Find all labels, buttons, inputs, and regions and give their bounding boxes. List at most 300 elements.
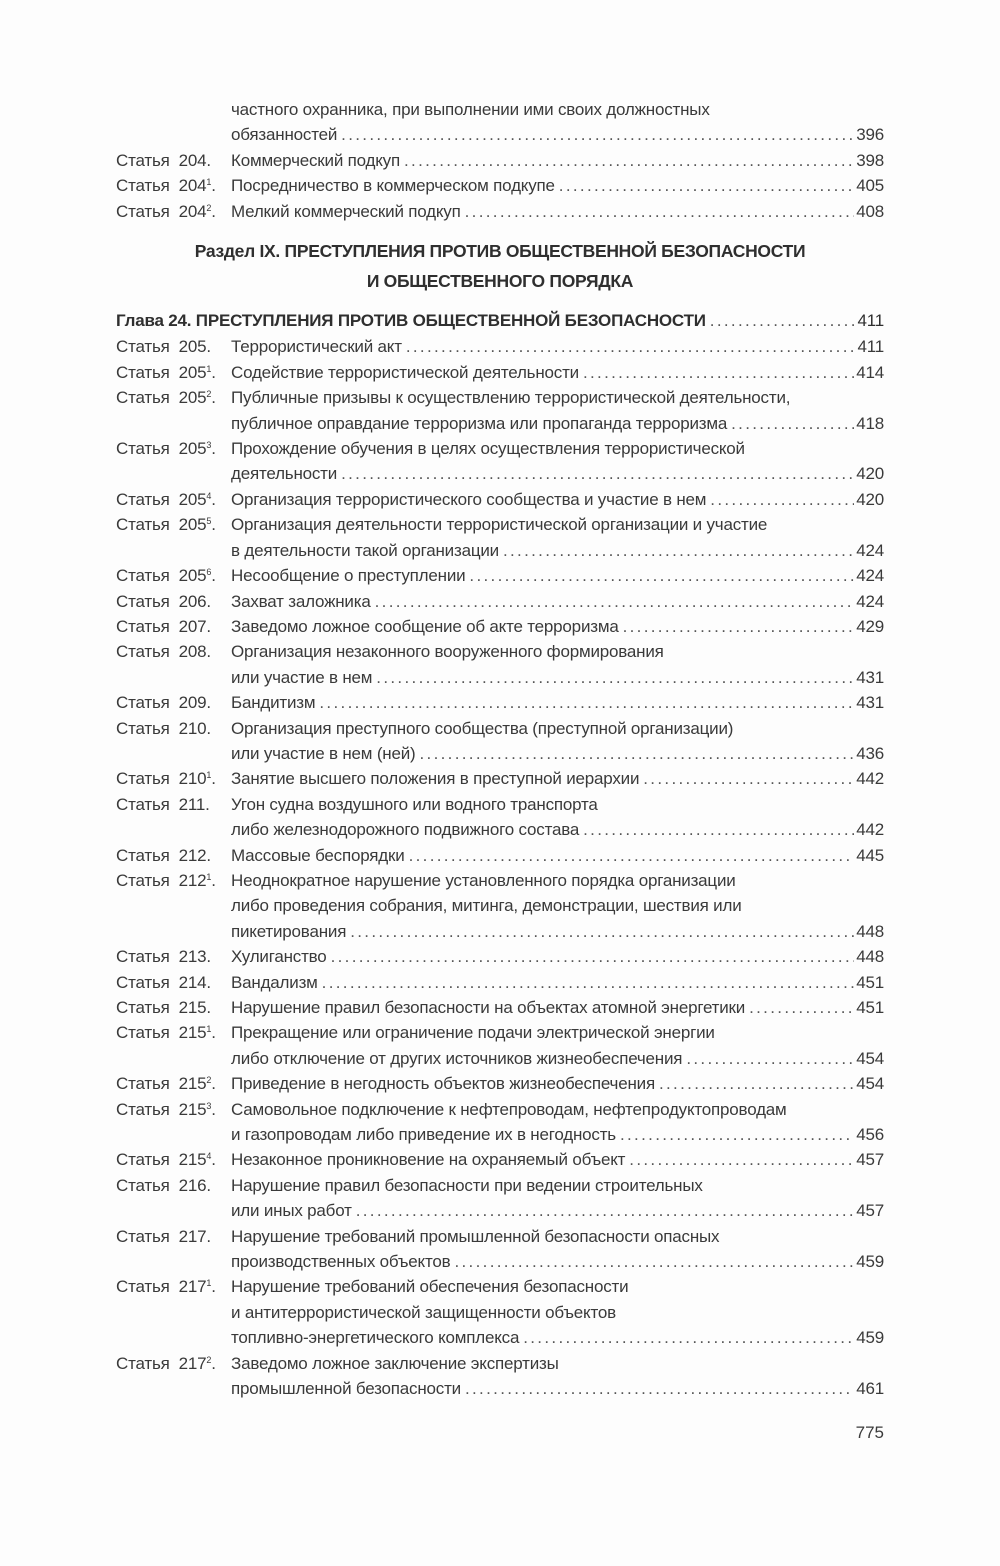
article-number-value: 217 [178, 1277, 207, 1297]
dot-leader [331, 944, 855, 969]
article-number-superscript: 3 [206, 1100, 212, 1111]
dot-leader [731, 411, 854, 436]
section-heading-line: Раздел IX. ПРЕСТУПЛЕНИЯ ПРОТИВ ОБЩЕСТВЕННОЙ БЕЗОПАСНОСТИ [194, 241, 806, 262]
entry-body [231, 173, 884, 198]
article-word: Статья [116, 515, 170, 535]
article-number-value: 206 [178, 591, 207, 611]
article-number: $215^3$. [178, 1099, 216, 1119]
article-number-value: 204 [178, 176, 207, 196]
article-number-value: 214 [178, 972, 207, 992]
entry-body [231, 512, 884, 563]
entry-body [231, 1020, 884, 1071]
entry-body [231, 385, 884, 436]
dot-leader [623, 614, 855, 639]
article-word: Статья [116, 769, 170, 789]
article-number-superscript: 2 [206, 202, 212, 213]
entry-body [231, 1274, 884, 1350]
dot-leader [341, 461, 854, 486]
article-number-value: 213 [178, 947, 207, 967]
entry-title-last-line [231, 1046, 884, 1071]
dot-leader [629, 1147, 854, 1172]
article-number-superscript: 1 [206, 1024, 212, 1035]
article-number: $204^2$. [178, 201, 216, 221]
entry-title-text: Бандитизм [231, 693, 316, 713]
entry-body [231, 995, 884, 1020]
entry-title-last-line [231, 563, 884, 588]
entry-title-last-line [231, 199, 884, 224]
article-label [116, 1173, 231, 1198]
dot-leader [559, 173, 854, 198]
toc-entry[interactable] [116, 843, 884, 868]
entry-title-last-line [231, 411, 884, 436]
chapter-heading[interactable] [116, 308, 884, 333]
toc-entry[interactable] [116, 199, 884, 224]
toc-entry[interactable] [116, 1351, 884, 1402]
entry-title-text: обязанностей [231, 125, 338, 145]
article-number: $217^1$. [178, 1277, 216, 1297]
entry-title-text: либо отключение от других источников жизнеобеспечения [231, 1048, 683, 1068]
article-number: 211. [178, 794, 210, 814]
article-number-superscript: 2 [206, 1354, 212, 1365]
article-label [116, 334, 231, 359]
entry-title-line: Публичные призывы к осуществлению террористической деятельности, [231, 388, 791, 408]
article-number-value: 205 [178, 515, 207, 535]
article-number: $205^5$. [178, 515, 216, 535]
entry-page-number: 424 [856, 591, 884, 611]
toc-entry[interactable] [116, 1147, 884, 1172]
entry-title-text: Посредничество в коммерческом подкупе [231, 176, 555, 196]
article-number-value: 204 [178, 201, 207, 221]
entry-title-line: Нарушение требований обеспечения безопасности [231, 1277, 629, 1297]
article-number: 212. [178, 845, 211, 865]
entry-title-last-line [231, 766, 884, 791]
article-word: Статья [116, 1023, 170, 1043]
toc-entry[interactable] [116, 792, 884, 843]
entry-page-number: 418 [856, 413, 884, 433]
article-number: $215^2$. [178, 1074, 216, 1094]
article-number-superscript: 1 [206, 871, 212, 882]
article-number: $205^4$. [178, 489, 216, 509]
entry-title-last-line [231, 461, 884, 486]
chapter-page-number: 411 [857, 311, 884, 331]
entry-title-last-line [231, 817, 884, 842]
entry-body [231, 614, 884, 639]
article-number-value: 205 [178, 337, 207, 357]
article-number: 206. [178, 591, 211, 611]
section-heading [116, 236, 884, 296]
article-number: $205^3$. [178, 439, 216, 459]
article-word: Статья [116, 388, 170, 408]
entry-title-text: или участие в нем [231, 667, 373, 687]
article-word: Статья [116, 693, 170, 713]
entry-title-text: и газопроводам либо приведение их в негодность [231, 1125, 616, 1145]
entry-body [231, 1097, 884, 1148]
entry-title-last-line [231, 589, 884, 614]
dot-leader [404, 148, 854, 173]
article-number-value: 209 [178, 693, 207, 713]
entry-page-number: 420 [856, 489, 884, 509]
entry-title-text: или иных работ [231, 1201, 352, 1221]
entry-body [231, 1224, 884, 1275]
entry-title-text: либо железнодорожного подвижного состава [231, 820, 580, 840]
entry-title-last-line [231, 173, 884, 198]
entry-page-number: 456 [856, 1125, 884, 1145]
article-label [116, 766, 231, 791]
entry-title-text: Нарушение правил безопасности на объектах атомной энергетики [231, 998, 746, 1017]
article-word: Статья [116, 616, 170, 636]
article-label [116, 589, 231, 614]
entry-title-last-line [231, 360, 884, 385]
entry-title-text: промышленной безопасности [231, 1379, 461, 1399]
article-number-superscript: 4 [206, 1151, 212, 1162]
entry-title-text: Несообщение о преступлении [231, 566, 466, 586]
entry-page-number: 408 [856, 201, 884, 221]
article-word: Статья [116, 439, 170, 459]
dot-leader [341, 122, 854, 147]
entry-page-number: 459 [856, 1252, 884, 1272]
article-label [116, 944, 231, 969]
entry-page-number: 431 [856, 693, 884, 713]
article-number-value: 205 [178, 388, 207, 408]
article-number-value: 215 [178, 1099, 207, 1119]
article-word: Статья [116, 150, 170, 170]
article-label [116, 1147, 231, 1172]
article-label [116, 1097, 231, 1122]
toc-entry[interactable] [116, 173, 884, 198]
toc-entry[interactable] [116, 995, 884, 1020]
article-number-superscript: 3 [206, 440, 212, 451]
entry-title-text: топливно-энергетического комплекса [231, 1328, 520, 1348]
entry-title-last-line [231, 970, 884, 995]
entry-title-line: Организация преступного сообщества (преступной организации) [231, 718, 734, 738]
entry-body [231, 1351, 884, 1402]
entry-title-text: Террористический акт [231, 337, 402, 357]
entry-body [231, 868, 884, 944]
dot-leader [643, 766, 854, 791]
toc-entry[interactable] [116, 1020, 884, 1071]
article-number: 205. [178, 337, 211, 357]
article-label [116, 792, 231, 817]
entry-body [231, 1071, 884, 1096]
article-word: Статья [116, 489, 170, 509]
article-number-superscript: 6 [206, 567, 212, 578]
entry-title-last-line [231, 1249, 884, 1274]
entry-title-last-line [231, 122, 884, 147]
entry-page-number: 436 [856, 743, 884, 763]
article-number: $205^6$. [178, 566, 216, 586]
dot-leader [620, 1122, 854, 1147]
article-number-value: 212 [178, 870, 207, 890]
entry-page-number: 429 [856, 616, 884, 636]
article-label [116, 1224, 231, 1249]
entry-body [231, 639, 884, 690]
dot-leader [419, 741, 854, 766]
article-number: $205^1$. [178, 362, 216, 382]
toc-entry[interactable] [116, 385, 884, 436]
entry-title-text: производственных объектов [231, 1252, 451, 1272]
entry-page-number: 424 [856, 566, 884, 586]
entry-title-last-line [231, 995, 884, 1020]
article-number-value: 205 [178, 566, 207, 586]
article-number-value: 215 [178, 1074, 207, 1094]
toc-entry[interactable] [116, 436, 884, 487]
toc-entry[interactable] [116, 487, 884, 512]
entry-title-text: Организация террористического сообщества и участие в нем [231, 489, 707, 509]
page-number: 775 [855, 1423, 884, 1442]
toc-entry[interactable] [116, 563, 884, 588]
entry-title-line: Самовольное подключение к нефтепроводам, нефтепродуктопроводам [231, 1099, 787, 1119]
article-number-value: 207 [178, 616, 207, 636]
entry-title-last-line [231, 487, 884, 512]
toc-entry[interactable] [116, 690, 884, 715]
article-number: $205^2$. [178, 388, 216, 408]
dot-leader [406, 334, 856, 359]
article-word: Статья [116, 201, 170, 221]
entry-body [231, 199, 884, 224]
article-number: $215^4$. [178, 1150, 216, 1170]
entry-title-text: публичное оправдание терроризма или пропаганда терроризма [231, 413, 728, 433]
toc-entry[interactable] [116, 766, 884, 791]
entry-title-last-line [231, 1198, 884, 1223]
entry-page-number: 414 [856, 362, 884, 382]
entry-page-number: 454 [856, 1074, 884, 1094]
article-label [116, 995, 231, 1020]
entry-page-number: 451 [856, 972, 884, 992]
article-number-value: 210 [178, 718, 207, 738]
entry-page-number: 424 [856, 540, 884, 560]
entry-title-last-line [231, 1147, 884, 1172]
article-label [116, 148, 231, 173]
toc-entry[interactable] [116, 589, 884, 614]
entry-title-text: Коммерческий подкуп [231, 150, 400, 170]
article-label [116, 436, 231, 461]
article-number-superscript: 1 [206, 1278, 212, 1289]
entry-title-line: Нарушение требований промышленной безопасности опасных [231, 1226, 720, 1246]
article-number: $217^2$. [178, 1353, 216, 1373]
dot-leader [583, 360, 854, 385]
article-number-value: 205 [178, 362, 207, 382]
entry-title-line: Нарушение правил безопасности при ведении строительных [231, 1175, 703, 1195]
entry-body [231, 360, 884, 385]
toc-entry[interactable] [116, 1224, 884, 1275]
article-number-superscript: 1 [206, 770, 212, 781]
article-number: 216. [178, 1175, 211, 1195]
entry-title-last-line [231, 334, 884, 359]
article-label [116, 1071, 231, 1096]
article-word: Статья [116, 947, 170, 967]
entry-page-number: 461 [856, 1379, 884, 1399]
entry-title-text: пикетирования [231, 921, 347, 941]
entry-page-number: 459 [856, 1328, 884, 1348]
article-label [116, 868, 231, 893]
dot-leader [710, 487, 854, 512]
entry-title-last-line [231, 944, 884, 969]
chapter-title: Глава 24. ПРЕСТУПЛЕНИЯ ПРОТИВ ОБЩЕСТВЕННОЙ БЕЗОПАСНОСТИ [116, 311, 706, 331]
entry-title-last-line [231, 919, 884, 944]
dot-leader [659, 1071, 854, 1096]
article-label [116, 614, 231, 639]
entry-title-last-line [231, 843, 884, 868]
article-number-superscript: 1 [206, 177, 212, 188]
entry-title-line: Угон судна воздушного или водного транспорта [231, 794, 598, 814]
toc-entry[interactable] [116, 639, 884, 690]
entry-title-last-line [231, 538, 884, 563]
entry-title-last-line [231, 1071, 884, 1096]
entry-page-number: 411 [857, 337, 884, 357]
dot-leader [409, 843, 855, 868]
toc-entry[interactable] [116, 360, 884, 385]
toc-entry-continuation [116, 97, 884, 148]
article-word: Статья [116, 337, 170, 357]
entry-body [231, 766, 884, 791]
article-label [116, 843, 231, 868]
entry-title-line: Организация незаконного вооруженного формирования [231, 642, 664, 662]
toc-entry[interactable] [116, 944, 884, 969]
dot-leader [319, 690, 854, 715]
entry-title-text: Хулиганство [231, 947, 327, 967]
article-word: Статья [116, 1353, 170, 1373]
article-word: Статья [116, 591, 170, 611]
dot-leader [465, 1376, 854, 1401]
article-number: 208. [178, 642, 211, 662]
article-number-superscript: 2 [206, 1075, 212, 1086]
entry-body [231, 334, 884, 359]
article-word: Статья [116, 845, 170, 865]
entry-page-number: 398 [856, 150, 884, 170]
article-number-value: 215 [178, 998, 207, 1017]
entry-title-line: Заведомо ложное заключение экспертизы [231, 1353, 559, 1373]
article-word: Статья [116, 1277, 170, 1297]
article-word: Статья [116, 718, 170, 738]
article-number-superscript: 5 [206, 516, 212, 527]
article-label [116, 487, 231, 512]
entry-body [231, 487, 884, 512]
article-label [116, 173, 231, 198]
article-number-value: 212 [178, 845, 207, 865]
entry-title-text: Массовые беспорядки [231, 845, 405, 865]
toc-entry[interactable] [116, 614, 884, 639]
entries-before-section [116, 148, 884, 224]
article-number-value: 208 [178, 642, 207, 662]
entry-page-number: 454 [856, 1048, 884, 1068]
entry-title-last-line [231, 614, 884, 639]
toc-entry[interactable] [116, 1071, 884, 1096]
section-heading-line: И ОБЩЕСТВЕННОГО ПОРЯДКА [366, 271, 634, 292]
dot-leader [356, 1198, 855, 1223]
article-label [116, 1020, 231, 1045]
entry-body [231, 1173, 884, 1224]
article-number: 207. [178, 616, 211, 636]
toc-entry[interactable] [116, 1274, 884, 1350]
article-label [116, 512, 231, 537]
entry-body [231, 97, 884, 148]
entry-body [231, 436, 884, 487]
dot-leader [350, 919, 854, 944]
article-number: $204^1$. [178, 176, 216, 196]
article-word: Статья [116, 1150, 170, 1170]
article-number-value: 215 [178, 1023, 207, 1043]
toc-entry[interactable] [116, 970, 884, 995]
article-number: 214. [178, 972, 211, 992]
entry-title-text: Приведение в негодность объектов жизнеобеспечения [231, 1074, 655, 1094]
toc-entry[interactable] [116, 868, 884, 944]
dot-leader [469, 563, 854, 588]
article-number-value: 205 [178, 439, 207, 459]
entry-title-last-line [231, 1376, 884, 1401]
article-word: Статья [116, 1074, 170, 1094]
entry-title-text: Вандализм [231, 972, 318, 992]
dot-leader [749, 995, 854, 1020]
entry-page-number: 442 [856, 769, 884, 789]
entry-title-last-line [231, 665, 884, 690]
article-number-value: 215 [178, 1150, 207, 1170]
entry-page-number: 405 [856, 176, 884, 196]
article-number: 210. [178, 718, 211, 738]
entry-title-text: деятельности [231, 464, 338, 484]
dot-leader [454, 1249, 854, 1274]
article-number-value: 210 [178, 769, 207, 789]
entry-page-number: 396 [856, 125, 884, 145]
article-word: Статья [116, 1175, 170, 1195]
article-word: Статья [116, 566, 170, 586]
toc-entry[interactable] [116, 1173, 884, 1224]
entry-title-text: Мелкий коммерческий подкуп [231, 201, 461, 221]
toc-entry[interactable] [116, 334, 884, 359]
toc-entry[interactable] [116, 512, 884, 563]
entry-page-number: 445 [856, 845, 884, 865]
dot-leader [322, 970, 855, 995]
article-number: 217. [178, 1226, 211, 1246]
entry-page-number: 448 [856, 947, 884, 967]
article-number: 215. [178, 998, 211, 1017]
toc-entry[interactable] [116, 148, 884, 173]
entry-body [231, 1147, 884, 1172]
article-word: Статья [116, 870, 170, 890]
entry-page-number: 457 [856, 1150, 884, 1170]
article-label [116, 716, 231, 741]
entry-title-text: или участие в нем (ней) [231, 743, 416, 763]
article-label [116, 360, 231, 385]
article-number: $215^1$. [178, 1023, 216, 1043]
article-number-value: 216 [178, 1175, 207, 1195]
dot-leader [583, 817, 854, 842]
entry-title-line: Прохождение обучения в целях осуществления террористической [231, 439, 745, 459]
entry-body [231, 716, 884, 767]
entry-page-number: 457 [856, 1201, 884, 1221]
dot-leader [376, 665, 854, 690]
dot-leader [465, 199, 855, 224]
entry-page-number: 431 [856, 667, 884, 687]
toc-entry[interactable] [116, 716, 884, 767]
article-number-value: 211 [178, 794, 206, 814]
entry-title-text: в деятельности такой организации [231, 540, 499, 560]
dot-leader [686, 1046, 854, 1071]
entry-title-text: Содействие террористической деятельности [231, 362, 579, 382]
table-of-contents [116, 97, 884, 1402]
entry-title-last-line [231, 1325, 884, 1350]
entry-title-line: и антитеррористической защищенности объектов [231, 1302, 616, 1322]
dot-leader [503, 538, 854, 563]
article-label [116, 563, 231, 588]
toc-entry[interactable] [116, 1097, 884, 1148]
article-label [116, 385, 231, 410]
article-word: Статья [116, 998, 170, 1017]
entry-title-text: Заведомо ложное сообщение об акте терроризма [231, 616, 619, 636]
article-number-value: 205 [178, 489, 207, 509]
article-label [116, 1274, 231, 1299]
entry-page-number: 420 [856, 464, 884, 484]
dot-leader [710, 308, 856, 333]
